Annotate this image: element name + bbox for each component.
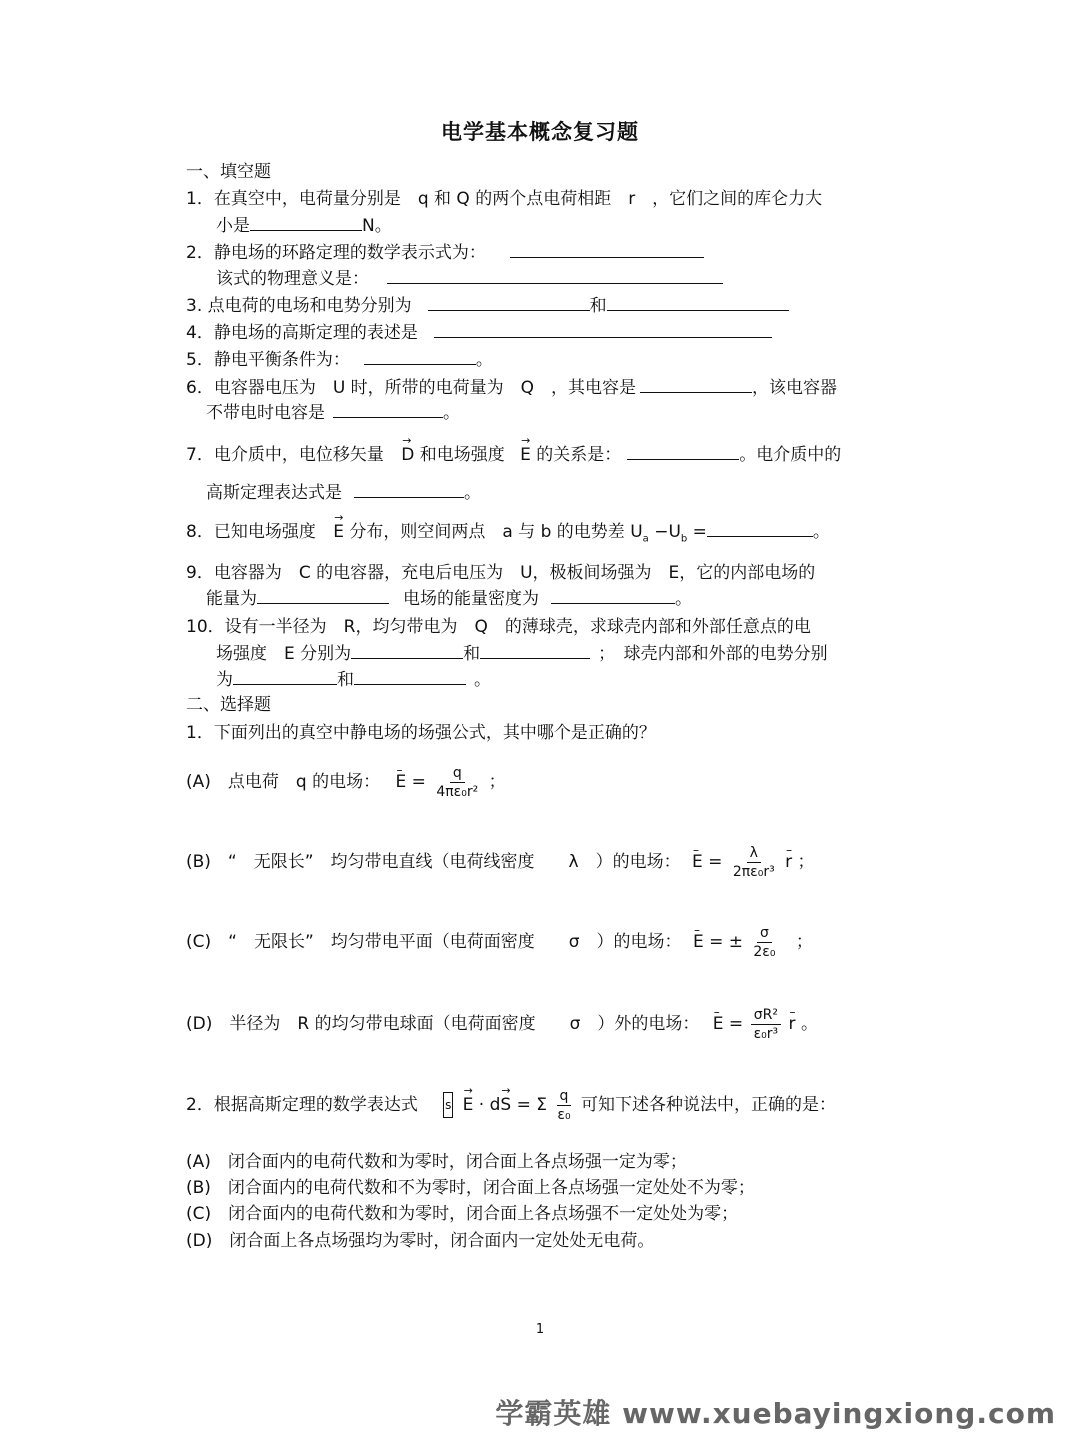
answer-blank[interactable]: [354, 668, 466, 685]
formula-fraction: $\frac{\lambda}{\text{2πε₀r³}}$: [732, 844, 775, 880]
question-6-line-2: 不带电时电容是 。: [206, 403, 460, 423]
question-5: 5．静电平衡条件为： 。: [186, 350, 493, 370]
formula-fraction: $\frac{q}{\text{ε₀}}$: [557, 1087, 571, 1123]
question-4: 4．静电场的高斯定理的表述是: [186, 321, 772, 344]
displacement-vector: → D: [401, 444, 414, 466]
option-2d[interactable]: (D) 闭合面上各点场强均为零时，闭合面内一定处处无电荷。: [186, 1231, 655, 1251]
answer-blank[interactable]: [551, 587, 675, 604]
answer-blank[interactable]: [351, 642, 463, 659]
answer-blank[interactable]: [607, 294, 789, 311]
formula-fraction: $\frac{q}{\text{4πε₀r²}}$: [436, 764, 479, 800]
answer-blank[interactable]: [250, 214, 362, 231]
answer-blank[interactable]: [257, 587, 389, 604]
field-vector: → E: [520, 444, 531, 466]
question-6-line-1: 6．电容器电压为 U 时，所带的电荷量为 Q ，其电容是 ，该电容器: [186, 378, 838, 398]
question-7-line-2: 高斯定理表达式是 。: [206, 483, 481, 503]
option-2b[interactable]: (B) 闭合面内的电荷代数和不为零时，闭合面上各点场强一定处处不为零；: [186, 1178, 755, 1198]
question-9-line-1: 9．电容器为 C 的电容器，充电后电压为 U，极板间场强为 E，它的内部电场的: [186, 563, 816, 583]
answer-blank[interactable]: [354, 481, 464, 498]
question-2-line-1: 2．静电场的环路定理的数学表示式为：: [186, 241, 704, 264]
answer-blank[interactable]: [707, 520, 813, 537]
answer-blank[interactable]: [627, 443, 739, 460]
question-10-line-2: 场强度 E 分别为 和 ； 球壳内部和外部的电势分别: [216, 644, 828, 664]
answer-blank[interactable]: [434, 321, 772, 338]
answer-blank[interactable]: [428, 294, 590, 311]
option-2c[interactable]: (C) 闭合面内的电荷代数和为零时，闭合面上各点场强不一定处处为零；: [186, 1204, 739, 1224]
answer-blank[interactable]: [640, 376, 752, 393]
section-multiple-choice-heading: 二、选择题: [186, 695, 271, 715]
question-9-line-2: 能量为 电场的能量密度为 。: [206, 589, 692, 609]
question-7-line-1: 7．电介质中，电位移矢量 → D 和电场强度 → E 的关系是： 。电介质中的: [186, 443, 841, 466]
question-8: 8．已知电场强度 → E 分布，则空间两点 a 与 b 的电势差 $U_a -U_b$ = 。: [186, 520, 830, 550]
formula-fraction: $\frac{\sigma}{\text{2ε₀}}$: [753, 924, 776, 960]
option-1c[interactable]: (C) “ 无限长” 均匀带电平面（电荷面密度 σ ）的电场： – E = ± $\frac{\sigma}{\text{2ε₀}}$ ；: [186, 920, 813, 964]
question-10-line-3: 为 和 。: [216, 670, 491, 690]
question-1-line-1: 1．在真空中，电荷量分别是 q 和 Q 的两个点电荷相距 r ，它们之间的库仑力大: [186, 189, 823, 209]
question-3: 3. 点电荷的电场和电势分别为 和: [186, 294, 789, 317]
field-vector: → E: [333, 521, 344, 543]
question-1-line-2: 小是 N。: [216, 216, 392, 236]
choice-question-1: 1．下面列出的真空中静电场的场强公式，其中哪个是正确的？: [186, 723, 656, 743]
page-number: 1: [535, 1322, 545, 1337]
answer-blank[interactable]: [333, 401, 443, 418]
question-2-line-2: 该式的物理意义是：: [216, 267, 723, 290]
choice-question-2: 2．根据高斯定理的数学表达式 s → E · d→ S = Σ $\frac{q}{\text{ε₀}}$ 可知下述各种说法中，正确的是：: [186, 1083, 836, 1127]
option-2a[interactable]: (A) 闭合面内的电荷代数和为零时，闭合面上各点场强一定为零；: [186, 1152, 687, 1172]
page-title: 电学基本概念复习题: [441, 120, 639, 144]
option-1a[interactable]: (A) 点电荷 q 的电场： – E = $\frac{q}{\text{4πε₀r²}}$ ；: [186, 760, 506, 804]
answer-blank[interactable]: [387, 267, 723, 284]
answer-blank[interactable]: [364, 348, 476, 365]
surface-integral-icon: s: [443, 1092, 453, 1118]
formula-fraction: $\frac{\text{σR²}}{\text{ε₀r³}}$: [751, 1006, 782, 1043]
section-fill-blank-heading: 一、填空题: [186, 162, 271, 182]
answer-blank[interactable]: [480, 642, 590, 659]
answer-blank[interactable]: [510, 241, 704, 258]
question-10-line-1: 10．设有一半径为 R，均匀带电为 Q 的薄球壳，求球壳内部和外部任意点的电: [186, 617, 811, 637]
option-1d[interactable]: (D) 半径为 R 的均匀带电球面（电荷面密度 σ ）外的电场： – E = $\frac{\text{σR²}}{\text{ε₀r³}}$ – r 。: [186, 1002, 818, 1046]
watermark-footer: 学霸英雄 www.xuebayingxiong.com: [495, 1397, 1056, 1430]
option-1b[interactable]: (B) “ 无限长” 均匀带电直线（电荷线密度 λ ）的电场： – E = $\frac{\lambda}{\text{2πε₀r³}}$ – r ；: [186, 840, 815, 884]
answer-blank[interactable]: [233, 668, 337, 685]
